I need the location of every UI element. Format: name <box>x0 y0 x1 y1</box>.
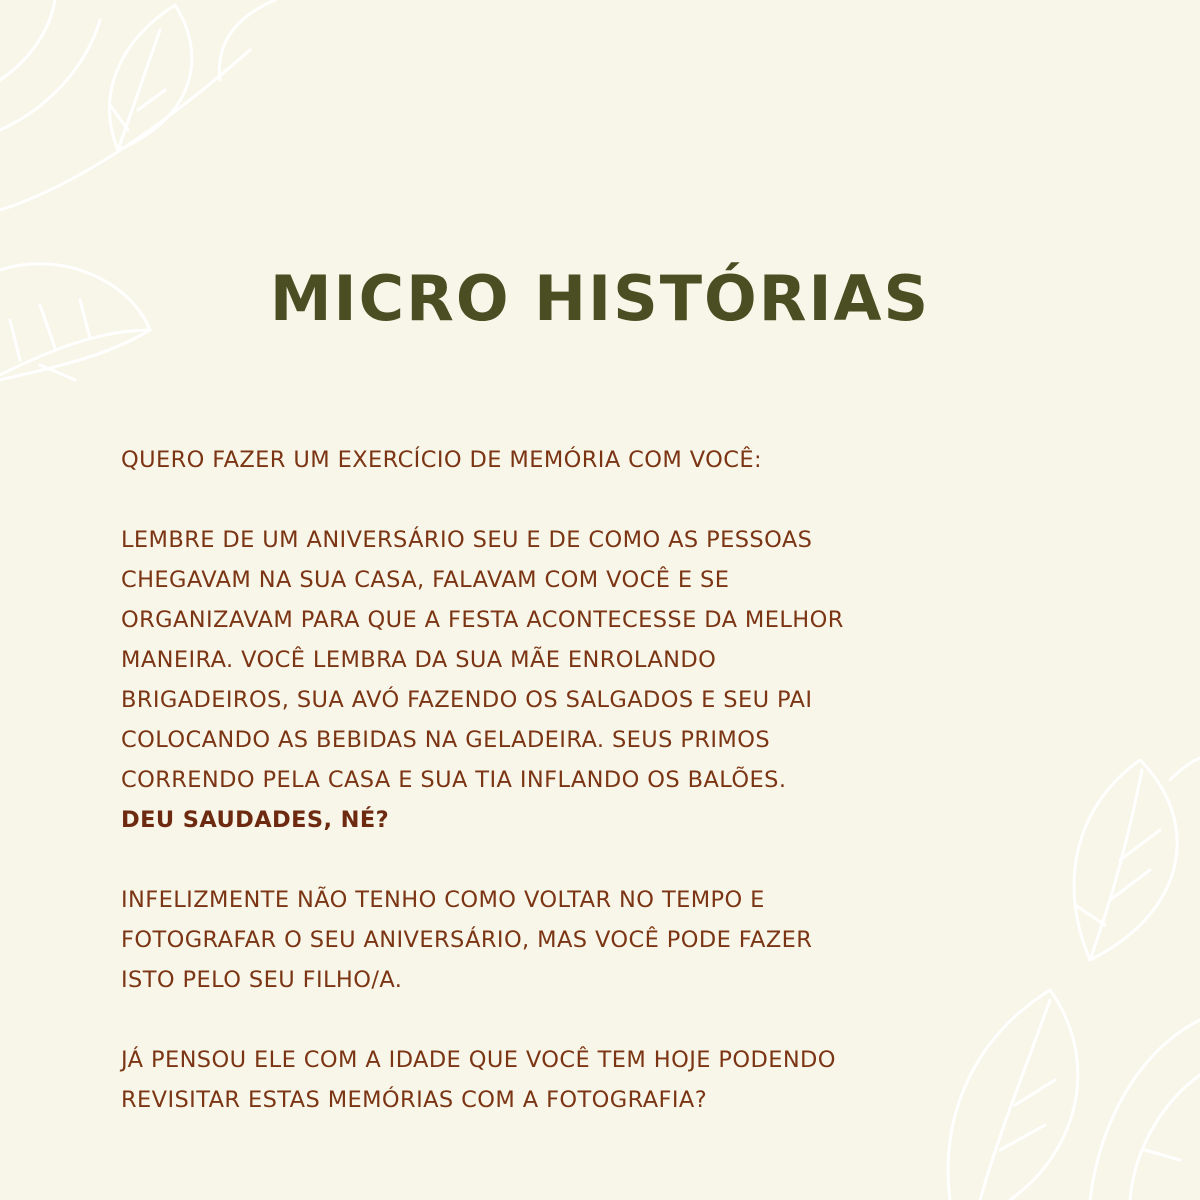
text-line: BRIGADEIROS, SUA AVÓ FAZENDO OS SALGADOS E SEU PAI <box>121 687 813 713</box>
emphasis-line: DEU SAUDADES, NÉ? <box>121 807 390 833</box>
question-paragraph <box>121 1040 1081 1120</box>
text-line: CHEGAVAM NA SUA CASA, FALAVAM COM VOCÊ E SE <box>121 567 730 593</box>
text-line: CORRENDO PELA CASA E SUA TIA INFLANDO OS BALÕES. <box>121 767 787 793</box>
text-line: REVISITAR ESTAS MEMÓRIAS COM A FOTOGRAFIA? <box>121 1087 708 1113</box>
leaf-outline-icon <box>0 0 320 230</box>
text-line: ISTO PELO SEU FILHO/A. <box>121 967 403 993</box>
text-line: COLOCANDO AS BEBIDAS NA GELADEIRA. SEUS PRIMOS <box>121 727 771 753</box>
text-line: ORGANIZAVAM PARA QUE A FESTA ACONTECESSE DA MELHOR <box>121 607 844 633</box>
text-line: INFELIZMENTE NÃO TENHO COMO VOLTAR NO TEMPO E <box>121 887 765 913</box>
story-text <box>121 440 1081 1120</box>
text-line: MANEIRA. VOCÊ LEMBRA DA SUA MÃE ENROLANDO <box>121 647 717 673</box>
intro-paragraph <box>121 440 1081 480</box>
text-line: JÁ PENSOU ELE COM A IDADE QUE VOCÊ TEM HOJE PODENDO <box>121 1047 836 1073</box>
regret-paragraph <box>121 880 1081 1000</box>
text-line: FOTOGRAFAR O SEU ANIVERSÁRIO, MAS VOCÊ PODE FAZER <box>121 927 813 953</box>
memory-paragraph <box>121 520 1081 840</box>
page-title: MICRO HISTÓRIAS <box>269 262 931 335</box>
text-line: QUERO FAZER UM EXERCÍCIO DE MEMÓRIA COM VOCÊ: <box>121 447 762 473</box>
text-line: LEMBRE DE UM ANIVERSÁRIO SEU E DE COMO AS PESSOAS <box>121 527 813 553</box>
